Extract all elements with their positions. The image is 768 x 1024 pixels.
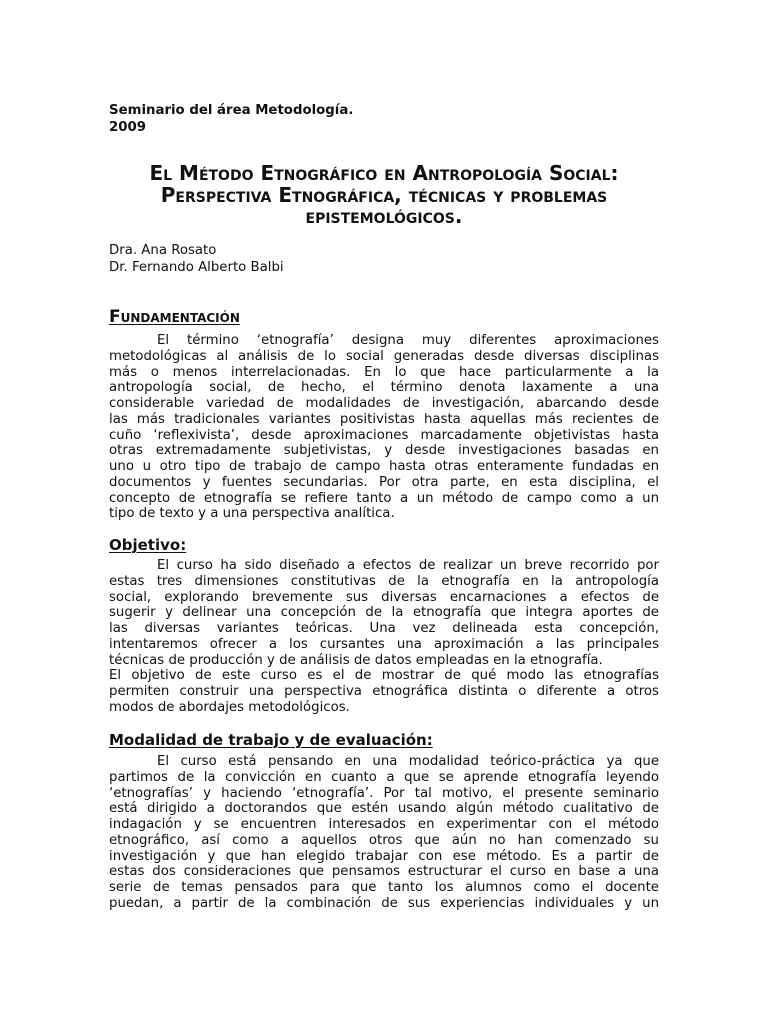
title-line: epistemológicos. [305, 204, 463, 228]
section-heading-text: Fundamentación [109, 307, 240, 327]
paragraph-line: tipo de texto y a una perspectiva analítica. [109, 506, 395, 522]
section-heading-objetivo [109, 536, 659, 554]
section-heading-text: Objetivo: [109, 536, 187, 554]
paragraph-line: permiten construir una perspectiva etnográfica distinta o diferente a otros [109, 684, 659, 699]
paragraph-line: serie de temas pensados para que tanto los alumnos como el docente [109, 880, 659, 895]
paragraph-line: las más tradicionales variantes positivistas hasta aquellas más recientes de [109, 411, 659, 427]
paragraph-line: El curso está pensando en una modalidad teórico-práctica ya que [157, 754, 659, 769]
paragraph-line: técnicas de producción y de análisis de datos empleadas en la etnografía. [109, 652, 603, 668]
paragraph-line: concepto de etnografía se refiere tanto a un método de campo como a un [109, 490, 659, 506]
title-line: Perspectiva Etnográfica, técnicas y problemas [160, 182, 608, 207]
section-body-modalidad [109, 754, 659, 912]
paragraph-line: investigación y que han elegido trabajar con ese método. Es a partir de [109, 848, 659, 864]
paragraph-line: está dirigido a doctorandos que estén usando algún método cualitativo de [109, 801, 659, 817]
author-name: Dra. Ana Rosato [109, 243, 217, 258]
paragraph-line: El curso ha sido diseñado a efectos de realizar un breve recorrido por [157, 558, 659, 573]
paragraph-line: antropología social, de hecho, el término denota laxamente a una [109, 380, 659, 396]
paragraph-line: El término ‘etnografía’ designa muy diferentes aproximaciones [157, 333, 659, 348]
paragraph-line: metodológicas al análisis de lo social generadas desde diversas disciplinas [109, 348, 659, 364]
paragraph-line: otras extremadamente subjetivistas, y desde investigaciones basadas en [109, 443, 659, 459]
seminar-year: 2009 [109, 120, 147, 135]
paragraph-line: social, explorando brevemente sus diversas encarnaciones a efectos de [109, 589, 659, 605]
section-body-fundamentacion [109, 333, 659, 522]
paragraph-line: etnográfico, así como a aquellos otros que aún no han comenzado su [109, 832, 659, 848]
author-list [109, 242, 659, 276]
paragraph [109, 333, 659, 522]
paragraph-line: estas tres dimensiones constitutivas de la etnografía en la antropología [109, 573, 659, 589]
section-heading-fundamentacion [109, 307, 659, 327]
paragraph-line: partimos de la convicción en cuanto a que se aprende etnografía leyendo [109, 769, 659, 785]
paragraph-line: uno u otro tipo de trabajo de campo hasta otras enteramente fundadas en [109, 459, 659, 474]
paragraph-line: sugerir y delinear una concepción de la etnografía que integra aportes de [109, 605, 659, 621]
title-line: El Método Etnográfico en Antropología Social: [149, 161, 619, 185]
paragraph [109, 754, 659, 912]
author-name: Dr. Fernando Alberto Balbi [109, 260, 284, 275]
paragraph-line: modos de abordajes metodológicos. [109, 699, 350, 715]
paragraph-line: las diversas variantes teóricas. Una vez delineada esta concepción, [109, 621, 659, 636]
seminar-name: Seminario del área Metodología. [109, 103, 354, 118]
seminar-header [109, 102, 659, 136]
paragraph-line: intentaremos ofrecer a los cursantes una aproximación a las principales [109, 636, 659, 652]
paragraph-line: cuño ‘reflexivista’, desde aproximaciones marcadamente objetivistas hasta [109, 427, 659, 443]
paragraph-line: indagación y se encuentren interesados en experimentar con el método [109, 817, 659, 832]
section-body-objetivo [109, 558, 659, 716]
paragraph-line: estas dos consideraciones que pensamos estructurar el curso en base a una [109, 864, 659, 880]
paragraph-line: ‘etnografías’ y haciendo ‘etnografía’. Por tal motivo, el presente seminario [109, 785, 659, 801]
paragraph-line: más o menos interrelacionadas. En lo que hace particularmente a la [109, 364, 659, 380]
paragraph [109, 558, 659, 668]
paragraph-line: El objetivo de este curso es el de mostrar de qué modo las etnografías [109, 668, 659, 684]
section-heading-text: Modalidad de trabajo y de evaluación: [109, 731, 433, 749]
paragraph-line: documentos y fuentes secundarias. Por otra parte, en esta disciplina, el [109, 474, 659, 490]
paragraph-line: puedan, a partir de la combinación de sus experiencias individuales y un [109, 895, 659, 911]
paragraph [109, 668, 659, 715]
paragraph-line: considerable variedad de modalidades de investigación, abarcando desde [109, 396, 659, 411]
section-heading-modalidad [109, 731, 659, 749]
document-title [109, 163, 659, 228]
